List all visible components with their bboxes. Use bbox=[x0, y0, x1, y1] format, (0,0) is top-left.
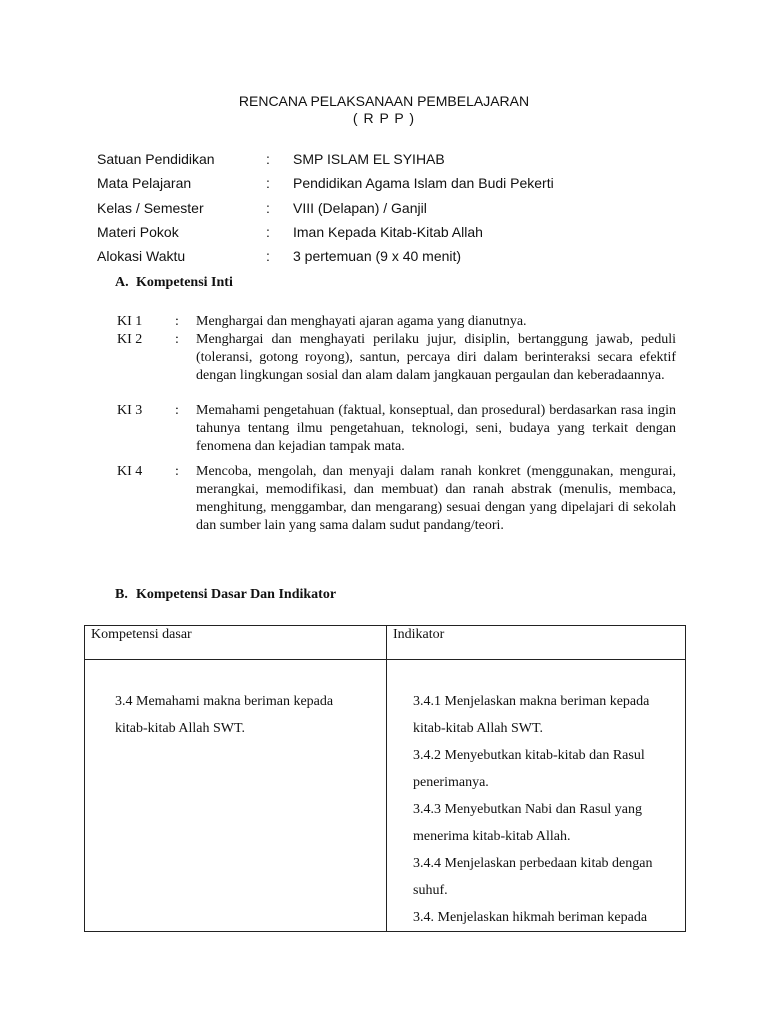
identity-colon: : bbox=[266, 175, 270, 191]
indikator-cell bbox=[387, 660, 686, 932]
header-indikator: Indikator bbox=[393, 627, 445, 642]
indikator-list bbox=[387, 654, 685, 931]
indikator-item: 3.4.4 Menjelaskan perbedaan kitab dengan suhuf. bbox=[413, 856, 653, 898]
identity-row-satuan bbox=[0, 150, 768, 174]
ki-code: KI 1 bbox=[117, 314, 143, 329]
identity-colon: : bbox=[266, 151, 270, 167]
identity-value: SMP ISLAM EL SYIHAB bbox=[293, 151, 445, 167]
ki-text: Menghargai dan menghayati perilaku jujur, disiplin, bertanggung jawab, peduli (toleransi, gotong royong), santun, percaya diri dalam berinteraksi secara efektif dengan lingkungan sosial dan alam dalam jangkauan pergaulan dan keberadaannya. bbox=[196, 332, 676, 383]
kd-cell bbox=[85, 660, 387, 932]
ki-colon: : bbox=[175, 332, 179, 347]
ki-colon: : bbox=[175, 464, 179, 479]
identity-value: Iman Kepada Kitab-Kitab Allah bbox=[293, 224, 483, 240]
indikator-item: 3.4.1 Menjelaskan makna beriman kepada kitab-kitab Allah SWT. bbox=[413, 694, 650, 736]
identity-row-mapel bbox=[0, 174, 768, 198]
identity-value: 3 pertemuan (9 x 40 menit) bbox=[293, 248, 462, 264]
document-title: RENCANA PELAKSANAAN PEMBELAJARAN bbox=[238, 93, 530, 109]
identity-label: Satuan Pendidikan bbox=[97, 151, 215, 167]
indikator-item: 3.4.2 Menyebutkan kitab-kitab dan Rasul penerimanya. bbox=[413, 748, 645, 790]
identity-row-alokasi bbox=[0, 247, 768, 271]
ki-text: Mencoba, mengolah, dan menyaji dalam ranah konkret (menggunakan, mengurai, merangkai, memodifikasi, dan membuat) dan ranah abstrak (menulis, membaca, menghitung, menggambar, dan mengarang) sesuai dengan yang dipelajari di sekolah dan sumber lain yang sama dalam sudut pandang/teori. bbox=[196, 464, 676, 533]
document-subtitle: ( R P P ) bbox=[352, 110, 416, 126]
ki-colon: : bbox=[175, 403, 179, 418]
identity-row-materi bbox=[0, 223, 768, 247]
indikator-item: 3.4. Menjelaskan hikmah beriman kepada bbox=[413, 910, 648, 925]
section-a-letter: A. bbox=[115, 275, 129, 290]
identity-label: Alokasi Waktu bbox=[97, 248, 186, 264]
identity-colon: : bbox=[266, 200, 270, 216]
section-b-title: Kompetensi Dasar Dan Indikator bbox=[136, 587, 337, 602]
ki-text: Menghargai dan menghayati ajaran agama yang dianutnya. bbox=[196, 314, 527, 329]
section-b-letter: B. bbox=[115, 587, 128, 602]
identity-colon: : bbox=[266, 224, 270, 240]
kd-text: 3.4 Memahami makna beriman kepada kitab-kitab Allah SWT. bbox=[115, 694, 334, 736]
identity-label: Mata Pelajaran bbox=[97, 175, 192, 191]
header-kompetensi-dasar: Kompetensi dasar bbox=[91, 627, 192, 642]
identity-value: VIII (Delapan) / Ganjil bbox=[293, 200, 427, 216]
identity-value: Pendidikan Agama Islam dan Budi Pekerti bbox=[293, 175, 554, 191]
identity-label: Materi Pokok bbox=[97, 224, 179, 240]
identity-label: Kelas / Semester bbox=[97, 200, 204, 216]
ki-code: KI 3 bbox=[117, 403, 143, 418]
section-b-heading bbox=[115, 586, 336, 604]
section-a-heading bbox=[115, 274, 233, 292]
table-row bbox=[85, 660, 686, 932]
indikator-item: 3.4.3 Menyebutkan Nabi dan Rasul yang menerima kitab-kitab Allah. bbox=[413, 802, 643, 844]
identity-colon: : bbox=[266, 248, 270, 264]
ki-text: Memahami pengetahuan (faktual, konseptual, dan prosedural) berdasarkan rasa ingin tahunya tentang ilmu pengetahuan, teknologi, seni, budaya yang terkait dengan fenomena dan kejadian tampak mata. bbox=[196, 403, 676, 454]
ki-code: KI 2 bbox=[117, 332, 143, 347]
section-a-title: Kompetensi Inti bbox=[136, 275, 233, 290]
identity-row-kelas bbox=[0, 199, 768, 223]
ki-code: KI 4 bbox=[117, 464, 143, 479]
ki-colon: : bbox=[175, 314, 179, 329]
kd-indikator-table bbox=[84, 625, 686, 932]
